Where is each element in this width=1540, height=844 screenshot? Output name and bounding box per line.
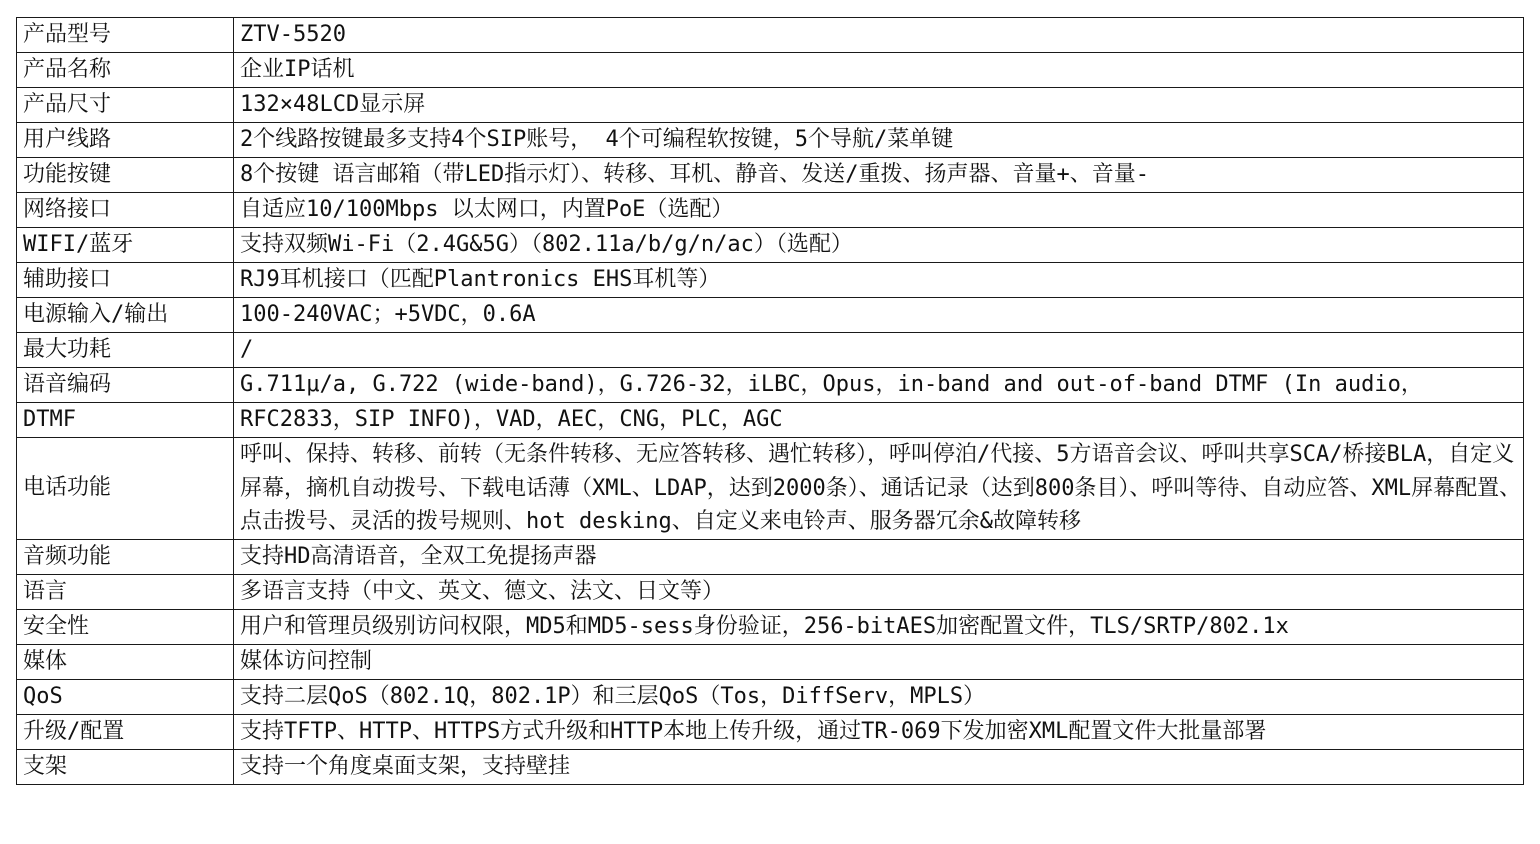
- table-row: [17, 193, 1524, 228]
- row-label: 产品尺寸: [17, 88, 234, 123]
- row-label: 音频功能: [17, 539, 234, 574]
- row-label: 升级/配置: [17, 714, 234, 749]
- table-row: [17, 679, 1524, 714]
- row-value: 支持TFTP、HTTP、HTTPS方式升级和HTTP本地上传升级，通过TR-069下发加密XML配置文件大批量部署: [234, 714, 1524, 749]
- row-value: RFC2833，SIP INFO)，VAD，AEC，CNG，PLC，AGC: [234, 403, 1524, 438]
- spec-table: [16, 17, 1524, 785]
- row-label: 用户线路: [17, 123, 234, 158]
- table-row: [17, 18, 1524, 53]
- table-row: [17, 438, 1524, 540]
- table-row: [17, 88, 1524, 123]
- row-value: ZTV-5520: [234, 18, 1524, 53]
- row-value: 呼叫、保持、转移、前转（无条件转移、无应答转移、遇忙转移），呼叫停泊/代接、5方语音会议、呼叫共享SCA/桥接BLA，自定义屏幕，摘机自动拨号、下载电话薄（XML、LDAP，达到2000条）、通话记录（达到800条目）、呼叫等待、自动应答、XML屏幕配置、点击拨号、灵活的拨号规则、hot desking、自定义来电铃声、服务器冗余&故障转移: [234, 438, 1524, 540]
- table-row: [17, 714, 1524, 749]
- row-value: 2个线路按键最多支持4个SIP账号， 4个可编程软按键，5个导航/菜单键: [234, 123, 1524, 158]
- row-value: RJ9耳机接口（匹配Plantronics EHS耳机等）: [234, 263, 1524, 298]
- row-label: 电话功能: [17, 438, 234, 540]
- row-value: 132×48LCD显示屏: [234, 88, 1524, 123]
- row-label: 功能按键: [17, 158, 234, 193]
- row-label: 支架: [17, 749, 234, 784]
- row-value: 支持一个角度桌面支架，支持壁挂: [234, 749, 1524, 784]
- row-label: 最大功耗: [17, 333, 234, 368]
- table-row: [17, 368, 1524, 403]
- row-value: 媒体访问控制: [234, 644, 1524, 679]
- row-label: 媒体: [17, 644, 234, 679]
- table-row: [17, 539, 1524, 574]
- table-row: [17, 298, 1524, 333]
- row-label: 产品名称: [17, 53, 234, 88]
- row-value: 支持双频Wi-Fi（2.4G&5G）（802.11a/b/g/n/ac）（选配）: [234, 228, 1524, 263]
- row-value: 100-240VAC；+5VDC，0.6A: [234, 298, 1524, 333]
- table-row: [17, 644, 1524, 679]
- row-value: 支持二层QoS（802.1Q，802.1P）和三层QoS（Tos，DiffServ，MPLS）: [234, 679, 1524, 714]
- row-value: 企业IP话机: [234, 53, 1524, 88]
- table-row: [17, 158, 1524, 193]
- table-row: [17, 123, 1524, 158]
- table-row: [17, 574, 1524, 609]
- row-label: 安全性: [17, 609, 234, 644]
- row-value: 支持HD高清语音，全双工免提扬声器: [234, 539, 1524, 574]
- row-value: G.711μ/a, G.722 (wide-band)，G.726-32，iLBC，Opus，in-band and out-of-band DTMF (In audio，: [234, 368, 1524, 403]
- row-value: 8个按键 语言邮箱（带LED指示灯）、转移、耳机、静音、发送/重拨、扬声器、音量+、音量-: [234, 158, 1524, 193]
- row-label: QoS: [17, 679, 234, 714]
- table-row: [17, 609, 1524, 644]
- row-label: DTMF: [17, 403, 234, 438]
- row-label: 产品型号: [17, 18, 234, 53]
- row-value: 多语言支持（中文、英文、德文、法文、日文等）: [234, 574, 1524, 609]
- table-row: [17, 263, 1524, 298]
- row-label: 网络接口: [17, 193, 234, 228]
- row-label: 语音编码: [17, 368, 234, 403]
- row-label: WIFI/蓝牙: [17, 228, 234, 263]
- table-row: [17, 333, 1524, 368]
- table-row: [17, 403, 1524, 438]
- table-row: [17, 53, 1524, 88]
- row-label: 辅助接口: [17, 263, 234, 298]
- row-value: /: [234, 333, 1524, 368]
- row-label: 语言: [17, 574, 234, 609]
- row-value: 自适应10/100Mbps 以太网口，内置PoE（选配）: [234, 193, 1524, 228]
- table-row: [17, 749, 1524, 784]
- row-value: 用户和管理员级别访问权限，MD5和MD5-sess身份验证，256-bitAES加密配置文件，TLS/SRTP/802.1x: [234, 609, 1524, 644]
- row-label: 电源输入/输出: [17, 298, 234, 333]
- table-row: [17, 228, 1524, 263]
